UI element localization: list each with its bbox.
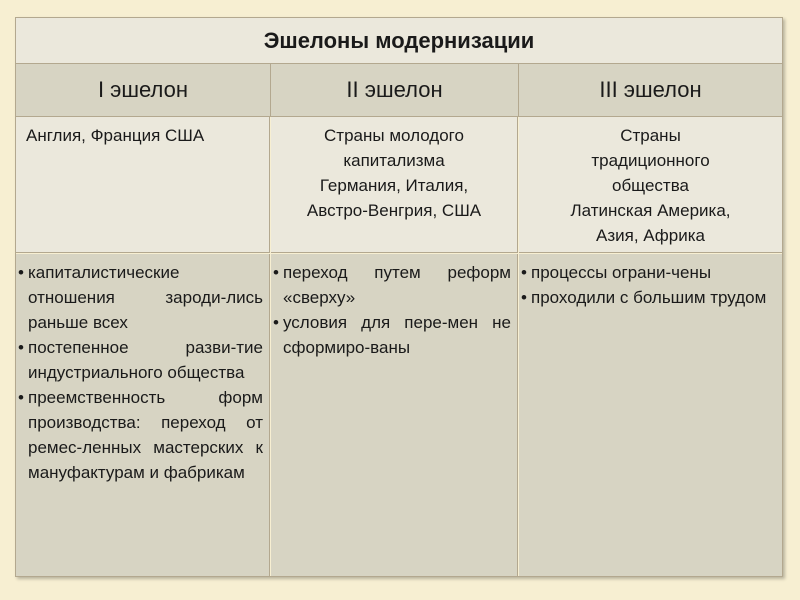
countries-cell-1	[16, 117, 270, 253]
feature-item: • постепенное разви-тие индустриального общества	[16, 335, 269, 385]
countries-line: капитализма	[343, 151, 445, 170]
header-echelon-3: III эшелон	[519, 64, 782, 117]
countries-line: Страны	[620, 126, 681, 145]
countries-line: Страны молодого	[324, 126, 464, 145]
features-cell-2	[271, 254, 518, 576]
features-list	[519, 260, 782, 310]
countries-cell-3	[519, 117, 782, 253]
features-list	[271, 260, 517, 360]
feature-item: • проходили с большим трудом	[519, 285, 782, 310]
feature-item: • капиталистические отношения зароди-лись раньше всех	[16, 260, 269, 335]
echelons-table	[15, 17, 783, 577]
countries-line: Азия, Африка	[595, 226, 705, 245]
countries-line: Австро-Венгрия, США	[306, 201, 482, 220]
feature-item: • переход путем реформ «сверху»	[271, 260, 517, 310]
header-echelon-2: II эшелон	[271, 64, 519, 117]
countries-line: традиционного	[591, 151, 710, 170]
features-list	[16, 260, 269, 485]
feature-item: • процессы ограни-чены	[519, 260, 782, 285]
feature-item: • преемственность форм производства: переход от ремес-ленных мастерских к мануфактурам и фабрикам	[16, 385, 269, 485]
countries-line: Германия, Италия,	[319, 176, 469, 195]
countries-line: Латинская Америка,	[570, 201, 731, 220]
countries-cell-2	[271, 117, 518, 253]
features-cell-3	[519, 254, 782, 576]
features-cell-1	[16, 254, 270, 576]
header-echelon-1: I эшелон	[16, 64, 271, 117]
table-title: Эшелоны модернизации	[16, 18, 782, 64]
countries-line: общества	[611, 176, 690, 195]
countries-line: Англия, Франция США	[26, 126, 205, 145]
feature-item: • условия для пере-мен не сформиро-ваны	[271, 310, 517, 360]
